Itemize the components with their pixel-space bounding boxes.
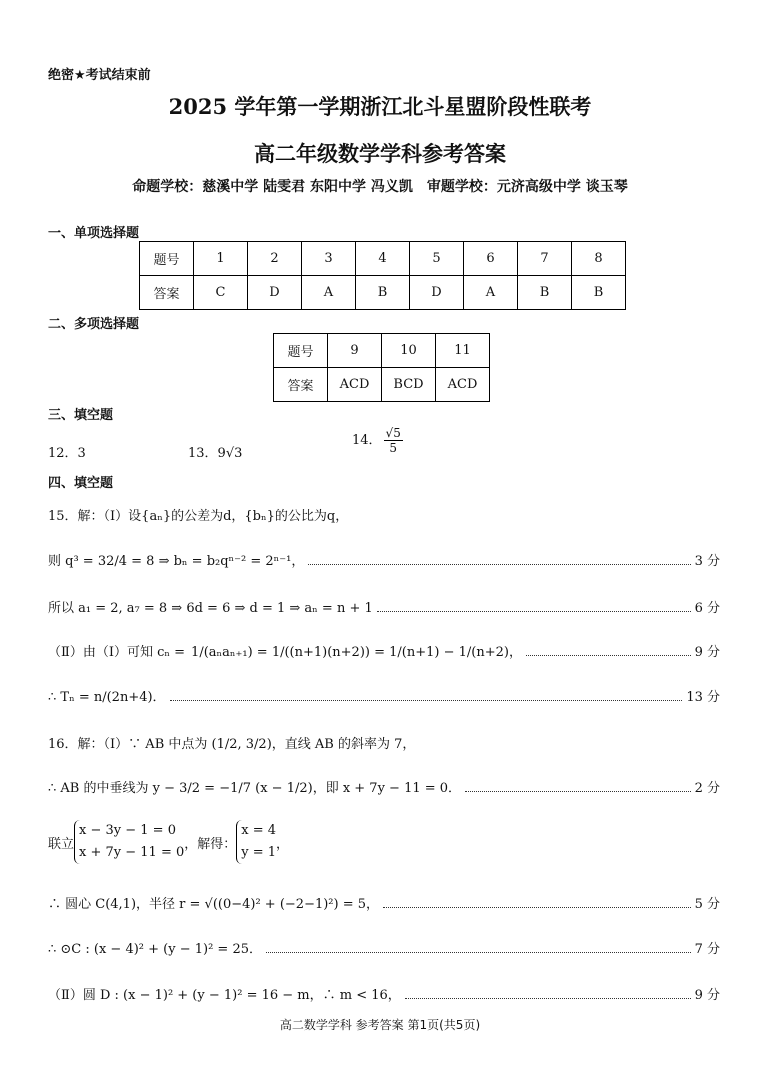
q16-line-2-text: ∴ AB 的中垂线为 y − 3/2 = −1/7 (x − 1/2)，即 x + 7y − 11 = 0． xyxy=(48,781,462,796)
q16-score-4: 5 分 xyxy=(694,897,720,912)
q13-label: 13． xyxy=(188,446,218,461)
table-cell: 1 xyxy=(194,242,248,276)
q14-denominator: 5 xyxy=(389,441,397,455)
q15-score-3: 6 分 xyxy=(694,601,720,616)
q15-score-4: 9 分 xyxy=(694,645,720,660)
q14-fraction xyxy=(384,426,403,455)
dotted-leader xyxy=(266,952,691,953)
confidential-mark: 绝密★考试结束前 xyxy=(48,68,151,83)
table-cell: C xyxy=(194,276,248,310)
answer-q12: 12．3 xyxy=(48,446,86,461)
exam-title: 2025 学年第一学期浙江北斗星盟阶段性联考 xyxy=(168,94,592,119)
q15-score-5: 13 分 xyxy=(686,690,720,705)
table-cell: A xyxy=(302,276,356,310)
dotted-leader xyxy=(465,791,691,792)
q16-score-5: 7 分 xyxy=(694,942,720,957)
q16-line-5-text: ∴ ⊙C : (x − 4)² + (y − 1)² = 25． xyxy=(48,942,262,957)
table-cell: B xyxy=(572,276,626,310)
dotted-leader xyxy=(526,655,691,656)
solution-x: x = 4 xyxy=(241,823,277,838)
table-row xyxy=(140,276,626,310)
table-cell: 答案 xyxy=(274,368,328,402)
table-cell: 答案 xyxy=(140,276,194,310)
q16-line-6-text: （Ⅱ）圆 D : (x − 1)² + (y − 1)² = 16 − m，∴ m < 16， xyxy=(48,988,401,1003)
table-cell: 3 xyxy=(302,242,356,276)
table-row xyxy=(274,368,490,402)
q15-line-5 xyxy=(48,686,720,705)
answer-q14 xyxy=(352,426,405,455)
dotted-leader xyxy=(170,700,683,701)
q15-line-1: 15．解：（Ⅰ）设{aₙ}的公差为d，{bₙ}的公比为q， xyxy=(48,509,349,524)
q13-value: 9√3 xyxy=(217,446,243,461)
solution-system xyxy=(236,820,276,864)
q16-solve-label: ，解得： xyxy=(184,836,237,852)
q14-numerator: √5 xyxy=(385,426,401,440)
table-cell: 5 xyxy=(410,242,464,276)
table-cell: 7 xyxy=(518,242,572,276)
dotted-leader xyxy=(377,611,691,612)
section-solutions: 四、填空题 xyxy=(48,476,114,491)
answer-key-title: 高二年级数学学科参考答案 xyxy=(254,141,506,166)
table-cell: ACD xyxy=(436,368,490,402)
table-cell: 题号 xyxy=(274,334,328,368)
table-cell: D xyxy=(410,276,464,310)
q15-line-3 xyxy=(48,597,720,616)
table-row xyxy=(274,334,490,368)
equation-system xyxy=(74,820,184,864)
q16-comma: ， xyxy=(276,836,290,852)
q16-line-3 xyxy=(48,820,289,864)
q16-line-1: 16．解：（Ⅰ）∵ AB 中点为 (1/2, 3/2)，直线 AB 的斜率为 7， xyxy=(48,737,416,752)
table-row xyxy=(140,242,626,276)
answer-q13 xyxy=(188,442,242,461)
q15-line-4b: 1/(aₙaₙ₊₁) = 1/((n+1)(n+2)) = 1/(n+1) − 1/(n+2)， xyxy=(191,645,522,660)
section-multi-choice: 二、多项选择题 xyxy=(48,317,140,332)
dotted-leader xyxy=(405,998,691,999)
q16-line-2 xyxy=(48,777,720,796)
table-cell: BCD xyxy=(382,368,436,402)
q16-line-5 xyxy=(48,938,720,957)
q15-line-3-text: 所以 a₁ = 2, a₇ = 8 ⇒ 6d = 6 ⇒ d = 1 ⇒ aₙ = n + 1 xyxy=(48,601,373,616)
section-fill-in: 三、填空题 xyxy=(48,408,114,423)
q15-line-4a: （Ⅱ）由（Ⅰ）可知 cₙ = xyxy=(48,645,186,660)
table-cell: A xyxy=(464,276,518,310)
system-eq-2: x + 7y − 11 = 0 xyxy=(79,845,185,860)
table-cell: 2 xyxy=(248,242,302,276)
table-cell: B xyxy=(518,276,572,310)
q15-line-4 xyxy=(48,641,720,660)
solution-y: y = 1 xyxy=(241,845,277,860)
q15-line-2 xyxy=(48,550,720,569)
table-cell: B xyxy=(356,276,410,310)
section-single-choice: 一、单项选择题 xyxy=(48,226,140,241)
table-cell: 11 xyxy=(436,334,490,368)
q16-line-4-text: ∴ 圆心 C(4,1)，半径 r = √((0−4)² + (−2−1)²) = 5， xyxy=(48,897,380,912)
page-footer: 高二数学学科 参考答案 第1页(共5页) xyxy=(279,1018,481,1032)
table-cell: 10 xyxy=(382,334,436,368)
q16-system-label: 联立 xyxy=(48,836,75,852)
table-cell: ACD xyxy=(328,368,382,402)
table-cell: 8 xyxy=(572,242,626,276)
q15-line-5-text: ∴ Tₙ = n/(2n+4)． xyxy=(48,690,166,705)
dotted-leader xyxy=(383,907,691,908)
q15-line-2-text: 则 q³ = 32/4 = 8 ⇒ bₙ = b₂qⁿ⁻² = 2ⁿ⁻¹， xyxy=(48,554,305,569)
dotted-leader xyxy=(308,564,690,565)
author-line: 命题学校：慈溪中学 陆雯君 东阳中学 冯义凯 审题学校：元济高级中学 谈玉琴 xyxy=(132,179,628,195)
table-cell: 4 xyxy=(356,242,410,276)
table-cell: 题号 xyxy=(140,242,194,276)
table-cell: 9 xyxy=(328,334,382,368)
single-choice-table xyxy=(139,241,626,310)
q15-score-2: 3 分 xyxy=(694,554,720,569)
q16-line-6 xyxy=(48,984,720,1003)
q16-score-2: 2 分 xyxy=(694,781,720,796)
q16-score-6: 9 分 xyxy=(694,988,720,1003)
q14-label: 14． xyxy=(352,433,382,448)
multi-choice-table xyxy=(273,333,490,402)
table-cell: 6 xyxy=(464,242,518,276)
system-eq-1: x − 3y − 1 = 0 xyxy=(79,823,176,838)
table-cell: D xyxy=(248,276,302,310)
q16-line-4 xyxy=(48,893,720,912)
